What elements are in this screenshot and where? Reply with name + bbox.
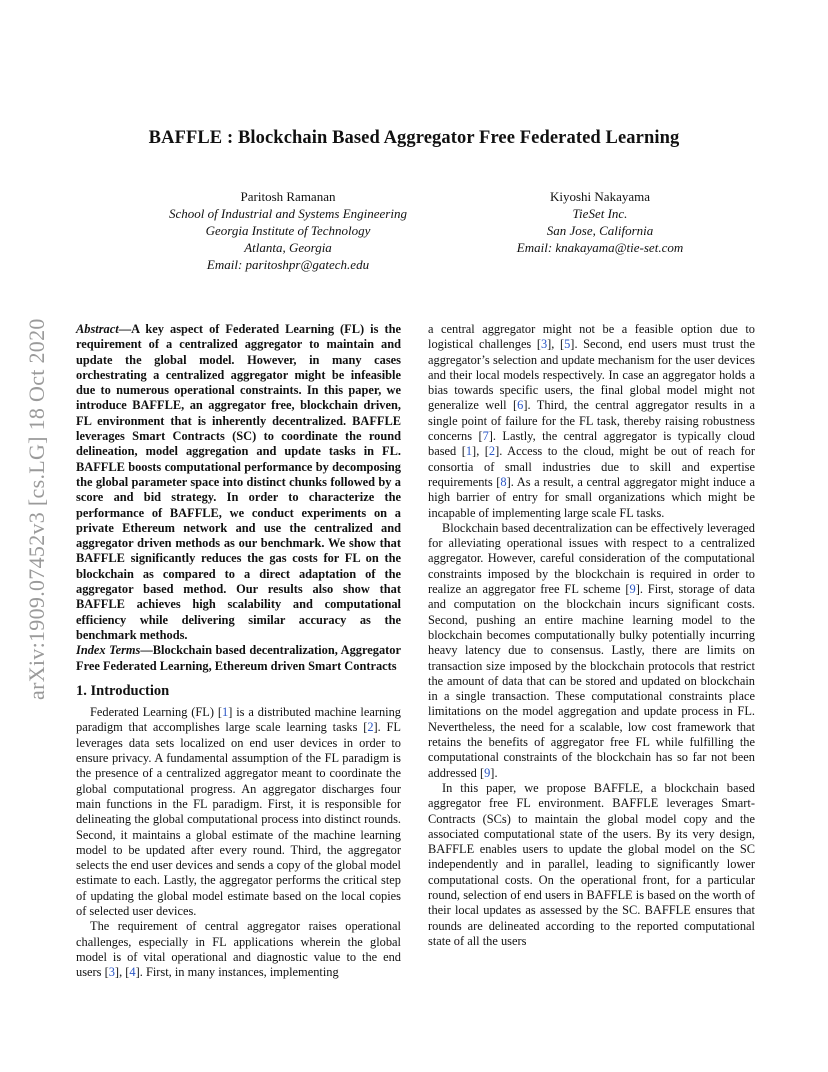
paragraph-text: a central aggregator might not be a feasible option due to logistical challenges — [428, 322, 755, 352]
author-affiliation: TieSet Inc. — [572, 206, 628, 221]
citation-link[interactable]: [ 3 ] — [537, 337, 551, 351]
citation-link[interactable]: [ 1 ] — [218, 705, 232, 719]
paragraph-text: , — [551, 337, 560, 352]
arxiv-stamp: arXiv:1909.07452v3 [cs.LG] 18 Oct 2020 — [24, 318, 49, 700]
abstract — [76, 322, 401, 643]
paragraph-text: Blockchain based decentralization can be effectively leveraged for alleviating operational issues with respect to a centralized aggregator. However, careful consideration of the computational constraints imposed by the blockchain is required in order to realize an aggregator free FL scheme — [428, 520, 755, 597]
right-column — [428, 322, 755, 949]
paragraph — [76, 705, 401, 919]
citation-link[interactable]: [ 3 ] — [105, 965, 119, 979]
paragraph-text: Federated Learning (FL) — [90, 705, 218, 720]
index-terms-text: —Blockchain based decentralization, Aggregator Free Federated Learning, Ethereum driven Smart Contracts — [76, 643, 401, 673]
author-block-1 — [148, 188, 428, 273]
author-location: Atlanta, Georgia — [244, 240, 332, 255]
paragraph-text: . First, storage of data and computation on the blockchain incurs significant costs. Second, pushing an entire machine learning model to the blockchain becomes computationally bulky potentially incurring heavy latency due to consensus. Lastly, there are limits on transaction size imposed by the blockchain protocols that restrict the amount of data that can be stored and updated on blockchain in a single transaction. These computational constraints place limitations on the model aggregation and update process in FL. Nevertheless, the need for a scalable, low cost framework that retains the benefits of aggregator free FL while fulfilling the computational constraints of the blockchain has so far not been addressed — [428, 582, 755, 780]
author-block-2 — [470, 188, 730, 256]
author-email: Email: paritoshpr@gatech.edu — [206, 257, 370, 272]
citation-link[interactable]: [ 2 ] — [363, 720, 377, 734]
paragraph-text: . Access to the cloud, might be out of reach for consortia of small industries due to skill and expertise requirements — [428, 444, 755, 489]
paragraph — [428, 781, 755, 949]
paragraph-text: , — [476, 444, 485, 459]
paragraph-text: In this paper, we propose BAFFLE, a blockchain based aggregator free FL environment. BAFFLE leverages Smart-Contracts (SCs) to maintain the global model copy and the associated computational state of the users. By its very design, BAFFLE enables users to update the global model on the SC independently and in parallel, leading to significantly lower computational costs. On the operational front, for a particular round, selection of end users in BAFFLE is based on the worth of their local updates as assessed by the SC. BAFFLE ensures that rounds are delineated according to the reported computational state of all the users — [428, 780, 755, 948]
paragraph-text: , — [119, 965, 126, 980]
citation-link[interactable]: [ 7 ] — [478, 429, 492, 443]
citation-link[interactable]: [ 5 ] — [560, 337, 574, 351]
paragraph — [428, 322, 755, 521]
citation-link[interactable]: [ 8 ] — [496, 475, 510, 489]
author-affiliation: School of Industrial and Systems Engineering — [169, 206, 407, 221]
index-terms — [76, 643, 401, 674]
citation-link[interactable]: [ 6 ] — [513, 398, 527, 412]
paragraph-text: is a distributed machine learning paradigm that accomplishes large scale learning tasks — [76, 705, 401, 735]
author-email: Email: knakayama@tie-set.com — [516, 240, 684, 255]
paragraph-text: . Third, the central aggregator results in a single point of failure for the FL task, thereby raising robustness concerns — [428, 398, 755, 444]
left-column — [76, 322, 401, 980]
index-terms-label: Index Terms — [76, 643, 141, 658]
paragraph-text: . As a result, a central aggregator might induce a high barrier of entry for small organizations which might be incapable of implementing large scale FL tasks. — [428, 474, 756, 520]
paragraph-text: . Lastly, the central aggregator is typically cloud based — [428, 429, 755, 459]
paragraph-text: The requirement of central aggregator raises operational challenges, especially in FL applications wherein the global model is of vital operational and diagnostic value to the end users — [76, 919, 401, 980]
abstract-text: —A key aspect of Federated Learning (FL) is the requirement of a centralized aggregator to maintain and update the global model. However, in many cases orchestrating a centralized aggregator might be infeasible due to numerous operational constraints. In this paper, we introduce BAFFLE, an aggregator free, blockchain driven, FL environment that is inherently decentralized. BAFFLE leverages Smart Contracts (SC) to coordinate the round delineation, model aggregation and update tasks in FL. BAFFLE boosts computational performance by decomposing the global parameter space into distinct chunks followed by a score and bid strategy. In order to characterize the performance of BAFFLE, we conduct experiments on a private Ethereum network and use the centralized and aggregator driven methods as our benchmark. We show that BAFFLE significantly reduces the gas costs for FL on the blockchain as compared to a direct adaptation of the aggregator based method. Our results also show that BAFFLE achieves high scalability and computational efficiency while delivering similar accuracy as the benchmark methods. — [76, 322, 401, 642]
paragraph — [428, 521, 755, 781]
citation-link[interactable]: [ 9 ] — [625, 582, 639, 596]
paragraph-text: . — [494, 765, 498, 780]
citation-link[interactable]: [ 9 ] — [480, 766, 494, 780]
author-institution: Georgia Institute of Technology — [205, 223, 371, 238]
author-location: San Jose, California — [546, 223, 654, 238]
citation-link[interactable]: [ 2 ] — [485, 444, 499, 458]
paper-title: BAFFLE : Blockchain Based Aggregator Free Federated Learning — [148, 128, 680, 148]
paragraph-text: . First, in many instances, implementing — [139, 965, 339, 980]
paragraph-text: . FL leverages data sets localized on end user devices in order to ensure privacy. A fundamental assumption of the FL paradigm is the presence of a centralized aggregator meant to coordinate the global computational progress. An aggregator discharges four main functions in the FL paradigm. First, it is responsible for delineating the global computational process into distinct rounds. Second, it maintains a global estimate of the machine learning model to be updated after every round. Third, the aggregator selects the end user devices and sends a copy of the global model estimate to each. Lastly, the aggregator performs the critical step of updating the global model estimate based on the local copies of selected user devices. — [76, 720, 401, 918]
section-heading-introduction: 1. Introduction — [76, 682, 170, 699]
citation-link[interactable]: [ 4 ] — [125, 965, 139, 979]
paragraph — [76, 919, 401, 980]
abstract-label: Abstract — [76, 322, 119, 336]
paragraph-text: . Second, end users must trust the aggregator’s selection and update mechanism for the user devices and their local models respectively. In case an aggregator holds a bias towards specific users, the final global model might not generalize well — [428, 337, 755, 413]
citation-link[interactable]: [ 1 ] — [462, 444, 476, 458]
author-name: Paritosh Ramanan — [240, 189, 336, 204]
author-name: Kiyoshi Nakayama — [549, 189, 650, 204]
